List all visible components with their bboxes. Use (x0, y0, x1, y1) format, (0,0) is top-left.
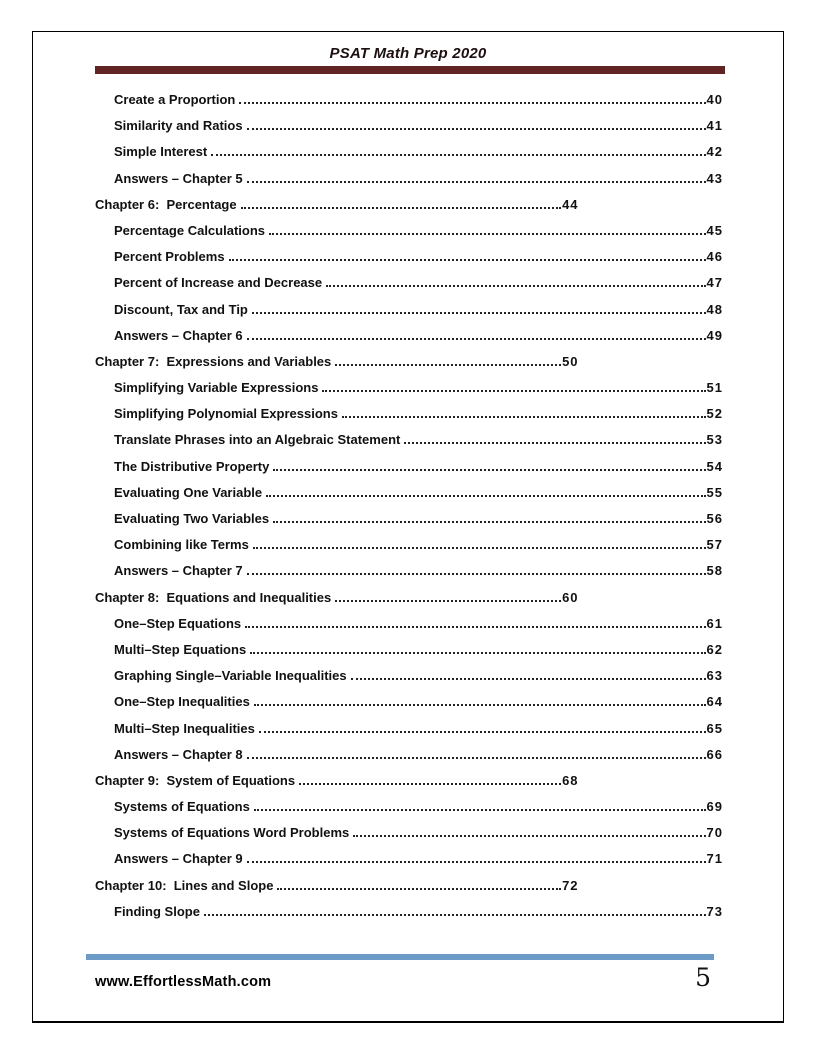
dot-leader (250, 652, 705, 654)
toc-entry[interactable] (95, 380, 723, 406)
dot-leader (204, 914, 706, 916)
toc-entry-label: One–Step Inequalities (114, 694, 250, 710)
toc-entry-page: 71 (706, 851, 723, 867)
toc-entry-label: Finding Slope (114, 903, 200, 919)
toc-entry-page: 66 (706, 746, 723, 762)
dot-leader (241, 207, 561, 209)
toc-entry-page: 61 (706, 615, 723, 631)
toc-entry-page: 47 (706, 275, 723, 291)
toc-entry[interactable] (95, 668, 723, 694)
toc-entry-label: One–Step Equations (114, 615, 242, 631)
page-number: 5 (695, 963, 711, 992)
toc-entry-page: 51 (706, 380, 723, 396)
dot-leader (404, 442, 705, 444)
running-header-title: PSAT Math Prep 2020 (329, 45, 487, 62)
toc-entry-label: Percentage Calculations (114, 222, 265, 238)
toc-entry[interactable] (95, 799, 723, 825)
toc-entry[interactable] (95, 302, 723, 328)
toc-entry-label: Combining like Terms (114, 537, 249, 553)
toc-entry-page: 41 (706, 118, 723, 134)
toc-entry[interactable] (95, 275, 723, 301)
toc-entry-label: Chapter 9: System of Equations (95, 772, 296, 788)
toc-entry[interactable] (95, 773, 579, 799)
toc-entry-page: 70 (706, 825, 723, 841)
dot-leader (353, 835, 705, 837)
dot-leader (342, 416, 706, 418)
toc-entry-page: 65 (706, 720, 723, 736)
toc-entry-page: 44 (562, 196, 579, 212)
dot-leader (247, 128, 706, 130)
toc-entry-label: Multi–Step Equations (114, 641, 247, 657)
toc-entry[interactable] (95, 878, 579, 904)
toc-entry-page: 50 (562, 353, 579, 369)
dot-leader (299, 783, 561, 785)
toc-entry-label: Chapter 7: Expressions and Variables (95, 353, 332, 369)
footer (95, 965, 723, 990)
toc-entry-page: 56 (706, 511, 723, 526)
toc-entry-page: 73 (706, 903, 723, 919)
dot-leader (335, 600, 561, 602)
toc-entry[interactable] (95, 563, 723, 589)
toc-entry-page: 49 (706, 327, 723, 343)
toc-entry-page: 60 (562, 589, 579, 605)
dot-leader (273, 469, 705, 471)
dot-leader (269, 233, 706, 235)
toc-entry-label: Answers – Chapter 8 (114, 746, 243, 762)
toc-entry[interactable] (95, 459, 723, 485)
dot-leader (247, 861, 706, 863)
toc-entry[interactable] (95, 144, 723, 170)
toc-entry-page: 54 (706, 458, 723, 474)
toc-entry-label: Systems of Equations Word Problems (114, 825, 350, 841)
website-link[interactable]: www.EffortlessMath.com (95, 974, 272, 990)
toc-entry-label: Answers – Chapter 6 (114, 327, 243, 343)
dot-leader (247, 181, 706, 183)
header-rule (95, 66, 725, 74)
dot-leader (277, 888, 561, 890)
dot-leader (229, 259, 706, 261)
dot-leader (335, 364, 561, 366)
toc-entry[interactable] (95, 249, 723, 275)
toc-entry-label: Chapter 6: Percentage (95, 196, 237, 212)
toc-entry-page: 64 (706, 694, 723, 710)
dot-leader (266, 495, 705, 497)
toc-entry[interactable] (95, 118, 723, 144)
toc-entry-label: Percent Problems (114, 249, 225, 265)
toc-entry-label: Evaluating Two Variables (114, 511, 270, 526)
table-of-contents (95, 92, 723, 930)
toc-entry[interactable] (95, 328, 723, 354)
toc-entry[interactable] (95, 694, 723, 720)
toc-entry-label: Translate Phrases into an Algebraic Statement (114, 432, 401, 448)
toc-entry-page: 62 (706, 641, 723, 657)
toc-entry-label: Multi–Step Inequalities (114, 720, 255, 736)
footer-rule (86, 954, 714, 960)
toc-entry-label: Discount, Tax and Tip (114, 301, 248, 317)
toc-entry[interactable] (95, 616, 723, 642)
toc-entry-page: 58 (706, 563, 723, 579)
dot-leader (254, 809, 706, 811)
dot-leader (322, 390, 705, 392)
toc-entry-page: 43 (706, 170, 723, 186)
toc-entry[interactable] (95, 92, 723, 118)
dot-leader (259, 731, 706, 733)
toc-entry-label: Simplifying Variable Expressions (114, 380, 319, 396)
toc-entry-label: Simple Interest (114, 144, 208, 160)
toc-entry-page: 57 (706, 537, 723, 553)
dot-leader (254, 704, 706, 706)
toc-entry-page: 72 (562, 877, 579, 893)
toc-entry-label: Similarity and Ratios (114, 118, 243, 134)
dot-leader (252, 312, 706, 314)
toc-entry[interactable] (95, 721, 723, 747)
toc-entry-label: Chapter 10: Lines and Slope (95, 877, 274, 893)
toc-entry-page: 45 (706, 222, 723, 238)
toc-entry-label: Graphing Single–Variable Inequalities (114, 668, 347, 684)
toc-entry-page: 46 (706, 249, 723, 265)
toc-entry-label: Chapter 8: Equations and Inequalities (95, 589, 332, 605)
document-page (32, 31, 784, 1023)
toc-entry[interactable] (95, 642, 723, 668)
toc-entry-label: Answers – Chapter 5 (114, 170, 243, 186)
toc-entry[interactable] (95, 825, 723, 851)
dot-leader (245, 626, 705, 628)
dot-leader (239, 102, 705, 104)
toc-entry-page: 55 (706, 484, 723, 500)
toc-entry-page: 52 (706, 406, 723, 422)
toc-entry[interactable] (95, 904, 723, 930)
dot-leader (211, 154, 705, 156)
toc-entry-label: Answers – Chapter 9 (114, 851, 243, 867)
toc-entry-label: Systems of Equations (114, 799, 250, 815)
toc-entry-page: 40 (706, 92, 723, 107)
toc-entry-page: 69 (706, 799, 723, 815)
toc-entry-label: Simplifying Polynomial Expressions (114, 406, 338, 422)
toc-entry[interactable] (95, 485, 723, 511)
toc-entry-label: Percent of Increase and Decrease (114, 275, 323, 291)
toc-entry-page: 68 (562, 772, 579, 788)
toc-entry-page: 48 (706, 301, 723, 317)
toc-entry[interactable] (95, 590, 579, 616)
dot-leader (253, 547, 706, 549)
toc-entry[interactable] (95, 537, 723, 563)
toc-entry-label: Answers – Chapter 7 (114, 563, 243, 579)
toc-entry-label: Evaluating One Variable (114, 484, 263, 500)
toc-entry-page: 42 (706, 144, 723, 160)
toc-entry[interactable] (95, 406, 723, 432)
toc-entry[interactable] (95, 223, 723, 249)
toc-entry-page: 63 (706, 668, 723, 684)
toc-entry[interactable] (95, 354, 579, 380)
toc-entry[interactable] (95, 197, 579, 223)
toc-entry[interactable] (95, 747, 723, 773)
dot-leader (273, 521, 705, 523)
toc-entry-label: The Distributive Property (114, 458, 270, 474)
toc-entry-page: 53 (706, 432, 723, 448)
toc-entry[interactable] (95, 511, 723, 537)
dot-leader (247, 757, 706, 759)
dot-leader (351, 678, 706, 680)
dot-leader (326, 285, 705, 287)
toc-entry[interactable] (95, 171, 723, 197)
dot-leader (247, 573, 706, 575)
toc-entry[interactable] (95, 432, 723, 458)
toc-entry-label: Create a Proportion (114, 92, 236, 107)
toc-entry[interactable] (95, 851, 723, 877)
dot-leader (247, 338, 706, 340)
